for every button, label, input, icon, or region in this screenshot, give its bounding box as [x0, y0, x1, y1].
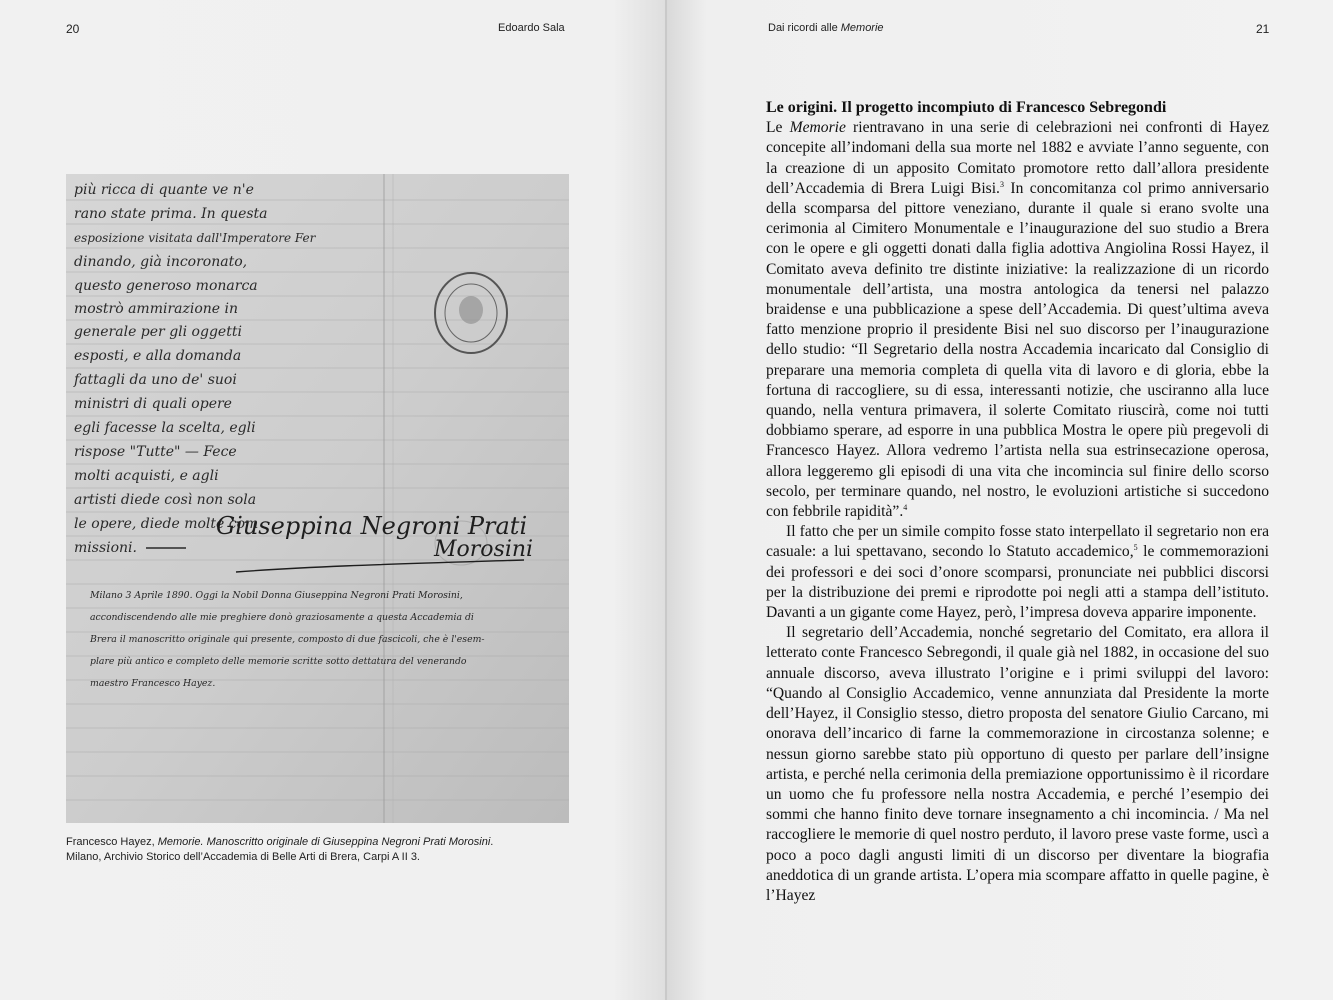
- paragraph-text: Il fatto che per un simile compito fosse stato interpellato il segretario non era casuale: a lui spettavano, secondo lo Statuto accademico,: [766, 523, 1269, 561]
- paragraph-text: le commemorazioni dei professori e dei soci d’onore scomparsi, pronunciate nei pubblici discorsi per la distribuzione dei premi e riprodotte poi negli atti a stampa dell’istituto. Davanti a un gigante come Hayez, però, l’impresa doveva apparire imponente.: [766, 543, 1269, 622]
- manuscript-line: mostrò ammirazione in: [74, 301, 239, 317]
- running-head-text: Dai ricordi alle: [768, 22, 841, 34]
- manuscript-line: rispose "Tutte" — Fece: [74, 444, 237, 460]
- paragraph: [766, 118, 1269, 522]
- paragraph-italic: Memorie: [789, 119, 846, 137]
- signature-line: Morosini: [434, 537, 534, 562]
- note-line: accondiscendendo alle mie preghiere donò graziosamente a questa Accademia di: [90, 612, 474, 623]
- caption-source: Milano, Archivio Storico dell’Accademia di Belle Arti di Brera, Carpi A II 3.: [66, 851, 420, 863]
- manuscript-line: egli facesse la scelta, egli: [74, 420, 256, 436]
- manuscript-line: esposizione visitata dall'Imperatore Fer: [74, 231, 316, 245]
- note-line: plare più antico e completo delle memorie scritte sotto dettatura del venerando: [90, 656, 467, 667]
- note-line: Milano 3 Aprile 1890. Oggi la Nobil Donna Giuseppina Negroni Prati Morosini,: [90, 590, 463, 601]
- note-line: Brera il manoscritto originale qui presente, composto di due fascicoli, che è l'esem-: [90, 634, 485, 645]
- paragraph: [766, 522, 1269, 623]
- section-heading: Le origini. Il progetto incompiuto di Francesco Sebregondi: [766, 99, 1167, 116]
- manuscript-line: le opere, diede molte com: [74, 516, 259, 532]
- paragraph-text: In concomitanza col primo anniversario della scomparsa del pittore veneziano, durante il quale si erano svolte una cerimonia al Cimitero Monumentale e l’inaugurazione del suo studio a Brera con le opere e gli oggetti donati dalla figlia adottiva Angiolina Rossi Hayez, il Comitato aveva definito tre distinte iniziative: la realizzazione di un ricordo monumentale dell’artista, una mostra antologica da tenersi nel palazzo braidense e una pubblicazione a spese dell’Accademia. Di quest’ultima aveva fatto menzione proprio il presidente Bisi nel suo discorso per l’inaugurazione dello studio: “Il Segretario della nostra Accademia incaricato dal Consiglio di preparare una memoria completa di quella vita di lavoro e di gloria, ebbe la fortuna di raccogliere, su di essa, interessanti notizie, che usciranno alla luce quando, nella ventura primavera, il solerte Comitato riuscirà, come noi tutti dobbiamo sperare, ad esporre in una pubblica Mostra le opere più pregevoli di Francesco Hayez. Allora vedremo l’artista nella sua estrinsecazione operosa, allora leggeremo gli episodi di una vita che incomincia sul finire dello scorso secolo, per terminare quando, nel nostro, le evoluzioni artistiche si succedono con febbrile rapidità”.: [766, 179, 1269, 521]
- manuscript-line: molti acquisti, e agli: [74, 468, 219, 484]
- manuscript-line: ministri di quali opere: [74, 396, 232, 412]
- note-line: maestro Francesco Hayez.: [90, 678, 216, 689]
- manuscript-image: [66, 174, 569, 823]
- left-page: [0, 0, 666, 1000]
- footnote-ref[interactable]: 4: [903, 502, 908, 512]
- figure-caption: [66, 835, 586, 865]
- paragraph-text: Le: [766, 119, 790, 137]
- signature-line: Giuseppina Negroni Prati: [216, 512, 528, 540]
- manuscript-line: generale per gli oggetti: [74, 324, 242, 340]
- article-body: [766, 98, 1269, 906]
- manuscript-line: rano state prima. In questa: [74, 206, 268, 222]
- paragraph-text: rientravano in una serie di celebrazioni nei confronti di Hayez concepite all’indomani della sua morte nel 1882 e avviate l’anno seguente, con la creazione di un apposito Comitato promotore retto dall’allora presidente dell’Accademia di Brera Luigi Bisi.: [766, 119, 1269, 197]
- manuscript-line: più ricca di quante ve n'e: [74, 182, 254, 198]
- manuscript-line: questo generoso monarca: [74, 278, 258, 294]
- page-number-left: 20: [66, 22, 80, 36]
- running-head-left: Edoardo Sala: [498, 22, 565, 34]
- running-head-right: [768, 22, 884, 34]
- running-head-italic: Memorie: [840, 22, 884, 34]
- caption-text: Francesco Hayez,: [66, 836, 158, 848]
- footnote-ref[interactable]: 5: [1133, 543, 1138, 553]
- paragraph: Il segretario dell’Accademia, nonché segretario del Comitato, era allora il letterato conte Francesco Sebregondi, il quale già nel 1882, in occasione del suo annuale discorso, aveva illustrato l’origine e i primi sviluppi del lavoro: “Quando al Consiglio Accademico, venne annunziata dal Presidente la morte dell’Hayez, il Consiglio stesso, dietro proposta del senatore Giulio Carcano, mi onorava dell’incarico di farne la commemorazione in circostanza solenne; e nessun giorno sarebbe stato più opportuno di questo per parlare dell’insigne artista, e perché nella cerimonia della premiazione opportunissimo è il ricordare un uomo che fu professore nella nostra Accademia, e perché l’esempio dei sommi che hanno finito deve tornare insegnamento a chi incomincia. / Ma nel raccogliere le memorie di quel nostro perduto, il lavoro prese vaste forme, uscì a poco a poco dagli angusti limiti di un discorso per diventare la biografia aneddotica di un grande artista. L’opera mia scompare affatto in quelle pagine, è l’Hayez: [766, 624, 1269, 904]
- page-number-right: 21: [1256, 22, 1270, 36]
- footnote-ref[interactable]: 3: [999, 179, 1004, 189]
- manuscript-line: esposti, e alla domanda: [74, 348, 242, 364]
- manuscript-line: artisti diede così non sola: [74, 492, 257, 508]
- manuscript-line: fattagli da uno de' suoi: [74, 372, 237, 388]
- manuscript-photo: [66, 174, 569, 823]
- caption-text: .: [490, 836, 494, 848]
- manuscript-line: dinando, già incoronato,: [74, 254, 248, 270]
- caption-title: Memorie. Manoscritto originale di Giuseppina Negroni Prati Morosini: [157, 836, 491, 848]
- manuscript-line: missioni.: [74, 540, 137, 556]
